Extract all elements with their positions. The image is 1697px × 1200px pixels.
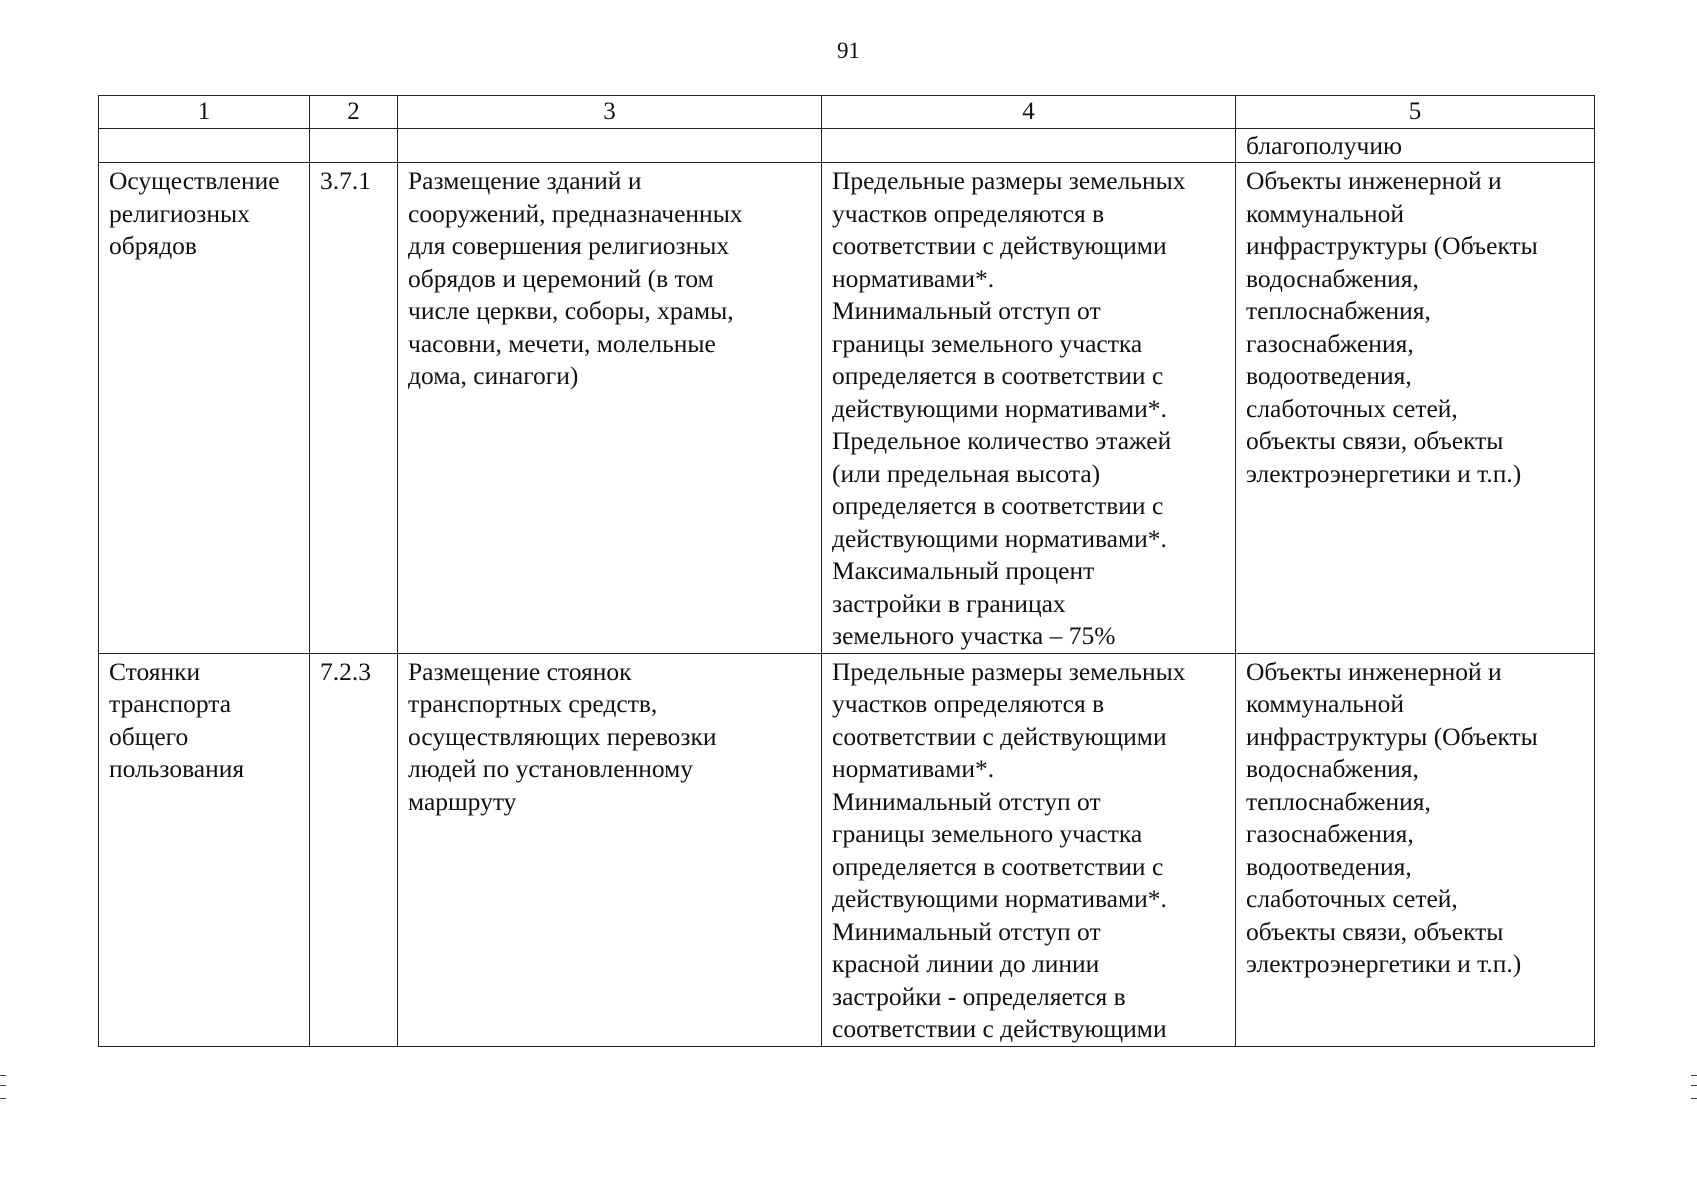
- scan-edge-mark-left: [0, 1075, 6, 1099]
- use-name-cell: Осуществление религиозных обрядов: [99, 163, 310, 654]
- continuation-cell-3: [398, 129, 822, 163]
- use-name-cell: Стоянки транспорта общего пользования: [99, 653, 310, 1046]
- infrastructure-cell: Объекты инженерной и коммунальной инфраструктуры (Объекты водоснабжения, теплоснабжения, газоснабжения, водоотведения, слаботочных сетей, объекты связи, объекты электроэнергетики и т.п.): [1236, 653, 1595, 1046]
- continuation-cell-1: [99, 129, 310, 163]
- use-code-cell: 7.2.3: [310, 653, 398, 1046]
- page-number: 91: [837, 38, 860, 63]
- scan-edge-mark-right: [1691, 1075, 1697, 1099]
- table-header-row: [99, 96, 1595, 129]
- continuation-cell-2: [310, 129, 398, 163]
- infrastructure-cell: Объекты инженерной и коммунальной инфраструктуры (Объекты водоснабжения, теплоснабжения, газоснабжения, водоотведения, слаботочных сетей, объекты связи, объекты электроэнергетики и т.п.): [1236, 163, 1595, 654]
- header-cell-2: 2: [310, 96, 398, 129]
- use-description-cell: Размещение зданий и сооружений, предназначенных для совершения религиозных обрядов и церемоний (в том числе церкви, соборы, храмы, часовни, мечети, молельные дома, синагоги): [398, 163, 822, 654]
- table-row: [99, 163, 1595, 654]
- header-cell-4: 4: [822, 96, 1236, 129]
- land-use-table: [98, 95, 1595, 1047]
- header-cell-3: 3: [398, 96, 822, 129]
- use-code-cell: 3.7.1: [310, 163, 398, 654]
- header-cell-1: 1: [99, 96, 310, 129]
- continuation-cell-4: [822, 129, 1236, 163]
- header-cell-5: 5: [1236, 96, 1595, 129]
- parameters-cell: Предельные размеры земельных участков определяются в соответствии с действующими нормативами*. Минимальный отступ от границы земельного участка определяется в соответствии с действующими нормативами*. Минимальный отступ от красной линии до линии застройки - определяется в соответствии с действующими: [822, 653, 1236, 1046]
- continuation-cell-5: благополучию: [1236, 129, 1595, 163]
- table-continuation-row: [99, 129, 1595, 163]
- table-row: [99, 653, 1595, 1046]
- use-description-cell: Размещение стоянок транспортных средств, осуществляющих перевозки людей по установленному маршруту: [398, 653, 822, 1046]
- parameters-cell: Предельные размеры земельных участков определяются в соответствии с действующими нормативами*. Минимальный отступ от границы земельного участка определяется в соответствии с действующими нормативами*. Предельное количество этажей (или предельная высота) определяется в соответствии с действующими нормативами*. Максимальный процент застройки в границах земельного участка – 75%: [822, 163, 1236, 654]
